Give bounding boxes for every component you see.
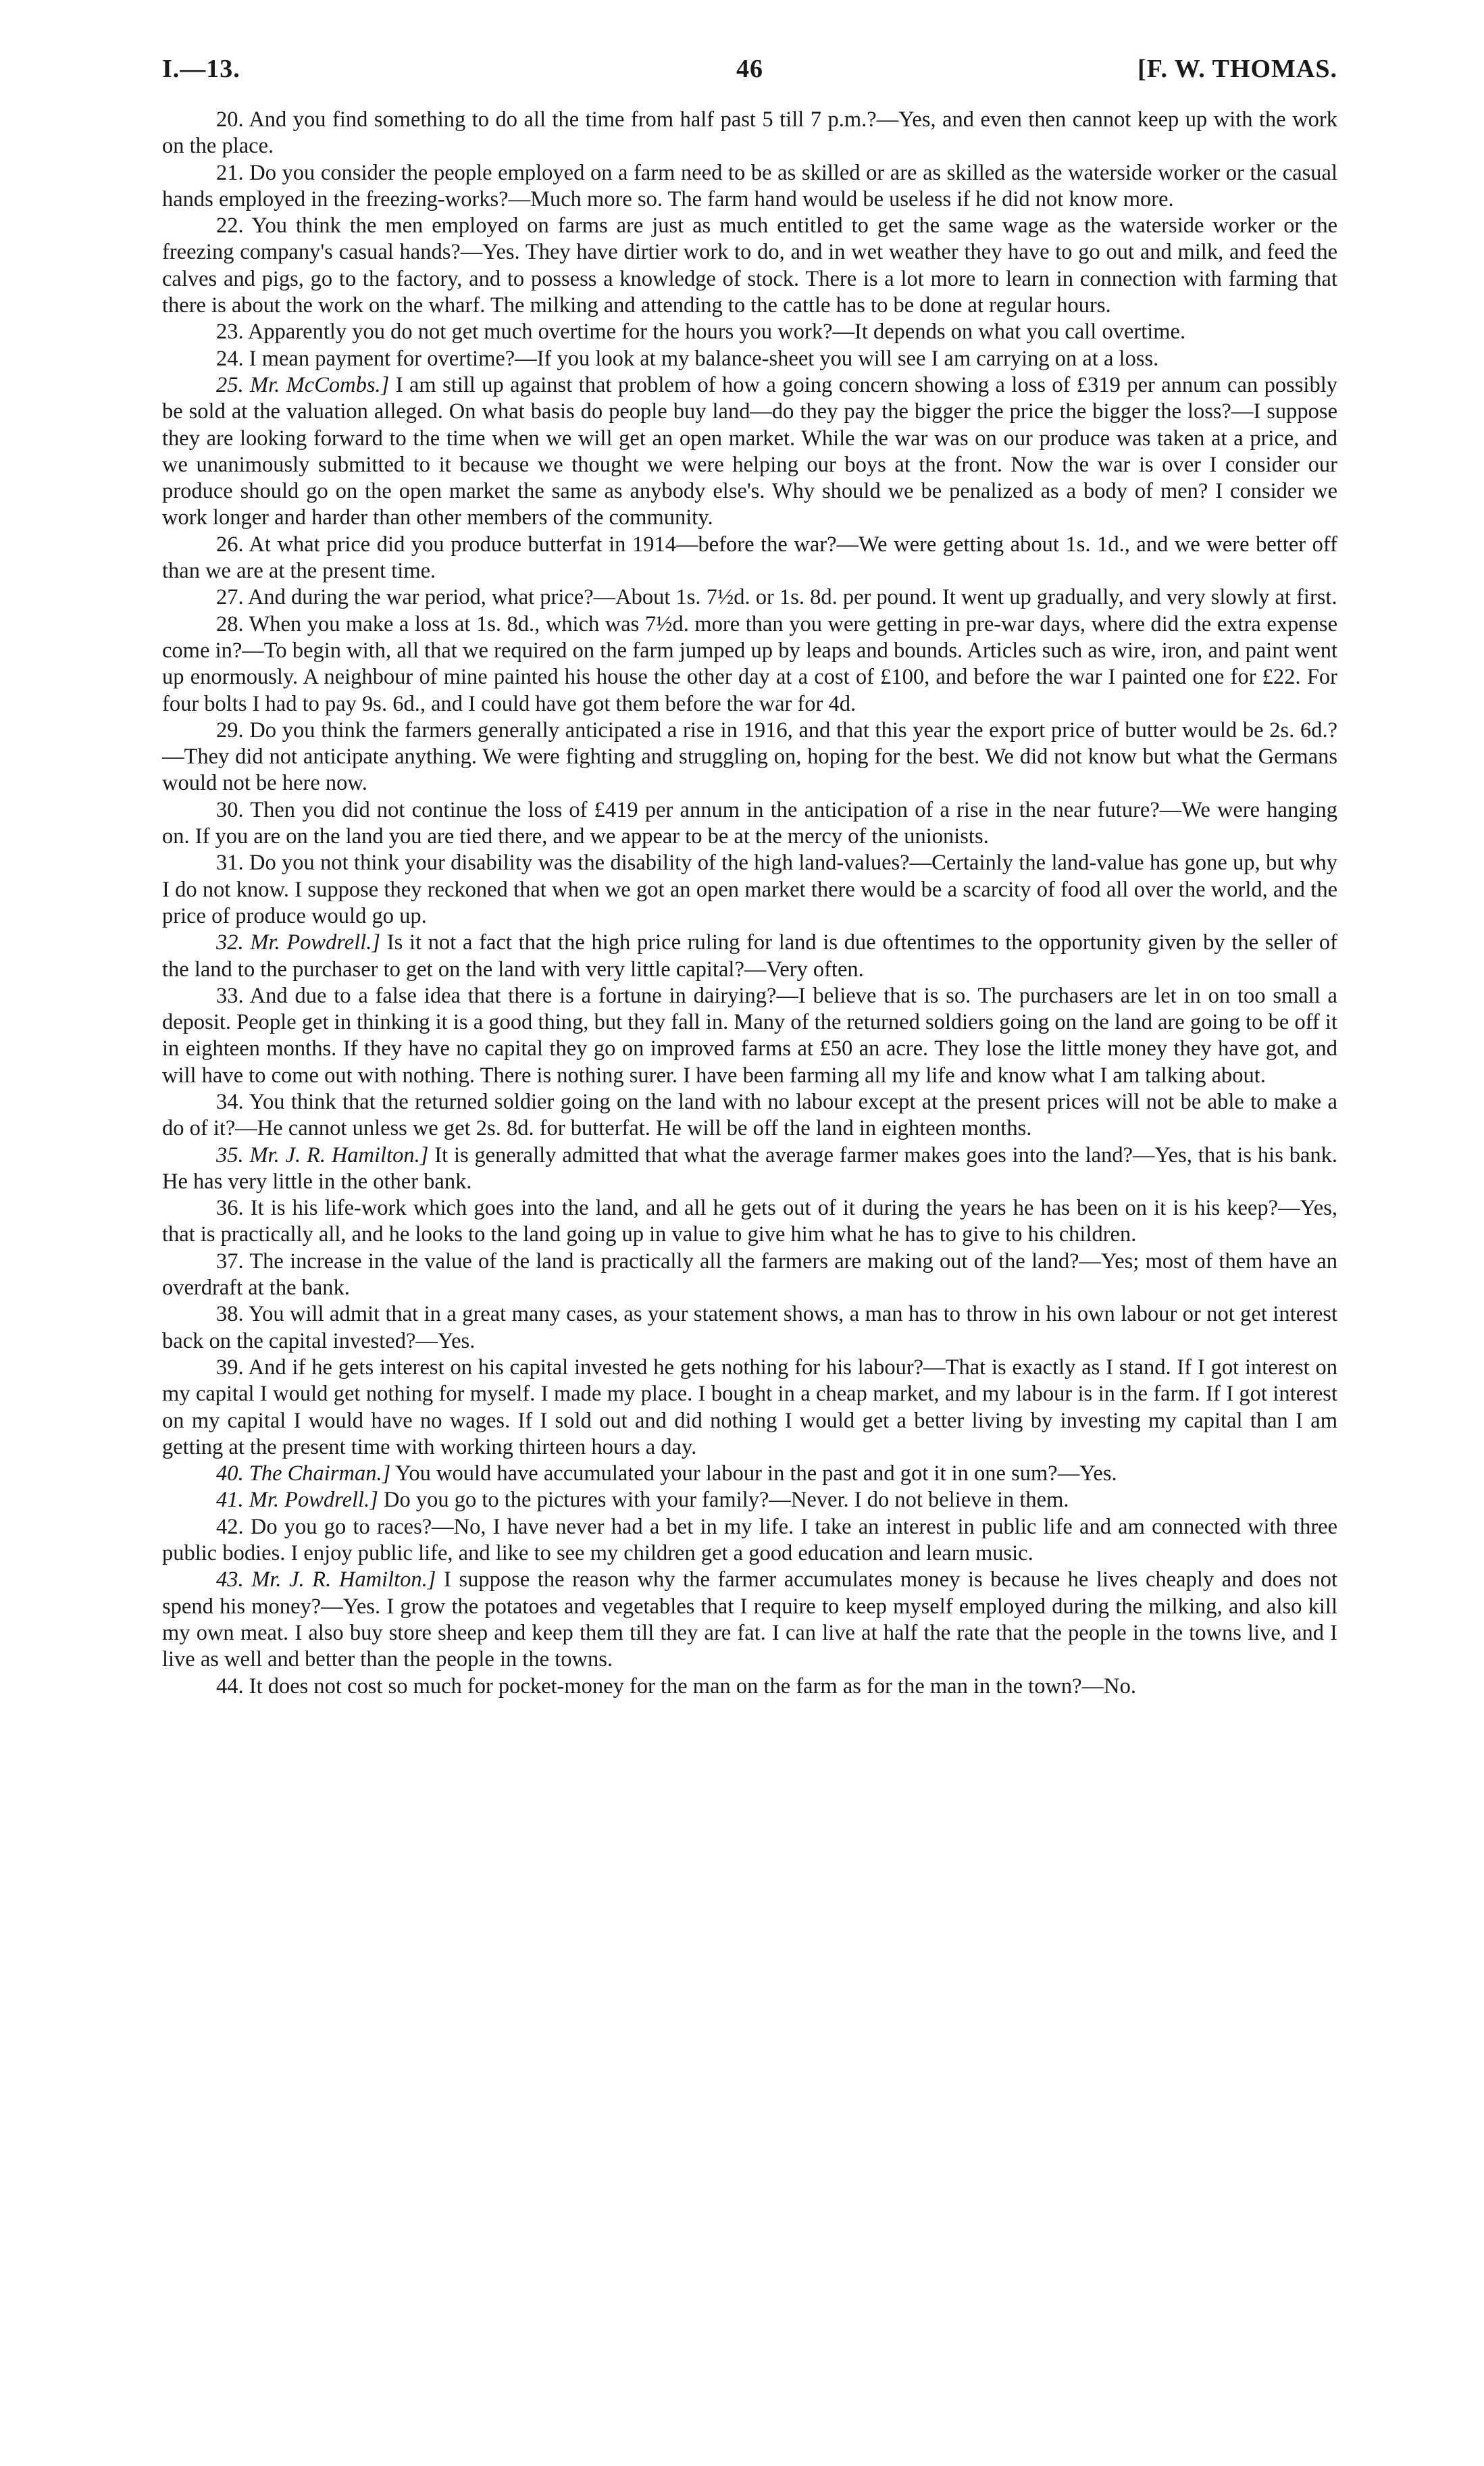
paper-reference: I.—13. — [162, 55, 240, 83]
paragraph-text: 23. Apparently you do not get much overtime for the hours you work?—It depends on what you call overtime. — [216, 320, 1186, 345]
speaker: 35. Mr. J. R. Hamilton.] — [216, 1142, 429, 1167]
paragraph-text: 31. Do you not think your disability was the disability of the high land-values?—Certainly the land-value has gone up, but why I do not know. I suppose they reckoned that when we got an open market there would be a scarcity of food all over the world, and the price of produce would go up. — [162, 851, 1337, 928]
speaker: 43. Mr. J. R. Hamilton.] — [216, 1567, 436, 1592]
speaker: 40. The Chairman.] — [216, 1461, 391, 1486]
question-24 — [162, 346, 1337, 372]
question-44 — [162, 1674, 1337, 1700]
paragraph-text: 24. I mean payment for overtime?—If you look at my balance-sheet you will see I am carrying on at a loss. — [216, 346, 1159, 371]
question-41 — [162, 1487, 1337, 1513]
paragraph-text: 21. Do you consider the people employed on a farm need to be as skilled or are as skilled as the waterside worker or the casual hands employed in the freezing-works?—Much more so. The farm hand would be useless if he did not know more. — [162, 160, 1337, 211]
evidence-body — [162, 107, 1337, 1700]
question-43 — [162, 1567, 1337, 1673]
question-42 — [162, 1514, 1337, 1567]
speaker: 25. Mr. McCombs.] — [216, 372, 390, 397]
question-40 — [162, 1461, 1337, 1487]
question-31 — [162, 850, 1337, 930]
paragraph-text: 38. You will admit that in a great many cases, as your statement shows, a man has to throw in his own labour or not get interest back on the capital invested?—Yes. — [162, 1302, 1337, 1353]
paragraph-text: 42. Do you go to races?—No, I have never had a bet in my life. I take an interest in public life and am connected with three public bodies. I enjoy public life, and like to see my children get a good education and learn music. — [162, 1514, 1337, 1566]
paragraph-text: 27. And during the war period, what price?—About 1s. 7½d. or 1s. 8d. per pound. It went up gradually, and very slowly at first. — [216, 585, 1337, 610]
paragraph-text: 36. It is his life-work which goes into the land, and all he gets out of it during the years he has been on it is his keep?—Yes, that is practically all, and he looks to the land going up in value to give him what he has to give to his children. — [162, 1196, 1337, 1247]
paragraph-text: Is it not a fact that the high price ruling for land is due oftentimes to the opportunity given by the seller of the land to the purchaser to get on the land with very little capital?—Very often. — [162, 930, 1337, 982]
paragraph-text: 26. At what price did you produce butterfat in 1914—before the war?—We were getting about 1s. 1d., and we were better off than we are at the present time. — [162, 532, 1337, 584]
question-34 — [162, 1089, 1337, 1142]
witness-name: [F. W. THOMAS. — [1137, 55, 1337, 83]
question-26 — [162, 532, 1337, 585]
paragraph-text: I suppose the reason why the farmer accumulates money is because he lives cheaply and does not spend his money?—Yes. I grow the potatoes and vegetables that I require to keep myself employed during the milking, and also kill my own meat. I also buy store sheep and keep them till they are fat. I can live at half the rate that the people in the towns live, and I live as well and better than the people in the towns. — [162, 1567, 1337, 1672]
question-29 — [162, 718, 1337, 797]
page-number: 46 — [736, 55, 763, 83]
paragraph-text: 30. Then you did not continue the loss of £419 per annum in the anticipation of a rise in the near future?—We were hanging on. If you are on the land you are tied there, and we appear to be at the mercy of the unionists. — [162, 797, 1337, 849]
question-32 — [162, 930, 1337, 983]
paragraph-text: 34. You think that the returned soldier going on the land with no labour except at the present prices will not be able to make a do of it?—He cannot unless we get 2s. 8d. for butterfat. He will be off the land in eighteen months. — [162, 1089, 1337, 1141]
question-38 — [162, 1301, 1337, 1355]
page-header — [162, 54, 1337, 84]
question-28 — [162, 611, 1337, 718]
question-27 — [162, 584, 1337, 611]
paragraph-text: 20. And you find something to do all the time from half past 5 till 7 p.m.?—Yes, and even then cannot keep up with the work on the place. — [162, 107, 1337, 159]
paragraph-text: 37. The increase in the value of the land is practically all the farmers are making out of the land?—Yes; most of them have an overdraft at the bank. — [162, 1249, 1337, 1301]
speaker: 41. Mr. Powdrell.] — [216, 1488, 378, 1513]
question-35 — [162, 1142, 1337, 1196]
paragraph-text: 39. And if he gets interest on his capital invested he gets nothing for his labour?—That is exactly as I stand. If I got interest on my capital I would get nothing for myself. I made my place. I bought in a cheap market, and my labour is in the farm. If I got interest on my capital I would have no wages. If I sold out and did nothing I would get a better living by investing my capital than I am getting at the present time with working thirteen hours a day. — [162, 1355, 1337, 1459]
question-30 — [162, 797, 1337, 851]
paragraph-text: Do you go to the pictures with your family?—Never. I do not believe in them. — [378, 1488, 1069, 1513]
speaker: 32. Mr. Powdrell.] — [216, 930, 381, 955]
question-22 — [162, 213, 1337, 319]
paragraph-text: 44. It does not cost so much for pocket-money for the man on the farm as for the man in the town?—No. — [216, 1674, 1136, 1698]
question-33 — [162, 983, 1337, 1089]
question-39 — [162, 1355, 1337, 1461]
paragraph-text: 22. You think the men employed on farms are just as much entitled to get the same wage as the waterside worker or the freezing company's casual hands?—Yes. They have dirtier work to do, and in wet weather they have to go out and milk, and feed the calves and pigs, go to the factory, and to possess a knowledge of stock. There is a lot more to learn in connection with farming that there is about the work on the wharf. The milking and attending to the cattle has to be done at regular hours. — [162, 213, 1337, 318]
paragraph-text: 28. When you make a loss at 1s. 8d., which was 7½d. more than you were getting in pre-war days, where did the extra expense come in?—To begin with, all that we required on the farm jumped up by leaps and bounds. Articles such as wire, iron, and paint went up enormously. A neighbour of mine painted his house the other day at a cost of £100, and before the war I painted one for £22. For four bolts I had to pay 9s. 6d., and I could have got them before the war for 4d. — [162, 611, 1337, 716]
question-25 — [162, 372, 1337, 532]
question-20 — [162, 107, 1337, 160]
paragraph-text: I am still up against that problem of how a going concern showing a loss of £319 per annum can possibly be sold at the valuation alleged. On what basis do people buy land—do they pay the bigger the price the bigger the loss?—I suppose they are looking forward to the time when we will get an open market. While the war was on our produce was taken at a price, and we unanimously submitted to it because we thought we were helping our boys at the front. Now the war is over I consider our produce should go on the open market the same as anybody else's. Why should we be penalized as a body of men? I consider we work longer and harder than other members of the community. — [162, 372, 1337, 530]
question-23 — [162, 319, 1337, 345]
question-21 — [162, 160, 1337, 213]
paragraph-text: You would have accumulated your labour in the past and got it in one sum?—Yes. — [390, 1461, 1117, 1486]
paragraph-text: 33. And due to a false idea that there is a fortune in dairying?—I believe that is so. The purchasers are let in on too small a deposit. People get in thinking it is a good thing, but they fall in. Many of the returned soldiers going on the land are going to be off it in eighteen months. If they have no capital they go on improved farms at £50 an acre. They lose the little money they have got, and will have to come out with nothing. There is nothing surer. I have been farming all my life and know what I am talking about. — [162, 983, 1337, 1088]
paragraph-text: It is generally admitted that what the average farmer makes goes into the land?—Yes, that is his bank. He has very little in the other bank. — [162, 1142, 1338, 1194]
paragraph-text: 29. Do you think the farmers generally anticipated a rise in 1916, and that this year the export price of butter would be 2s. 6d.?—They did not anticipate anything. We were fighting and struggling on, hoping for the best. We did not know but what the Germans would not be here now. — [162, 718, 1337, 796]
question-36 — [162, 1195, 1337, 1249]
document-page — [162, 54, 1337, 1700]
question-37 — [162, 1249, 1337, 1302]
